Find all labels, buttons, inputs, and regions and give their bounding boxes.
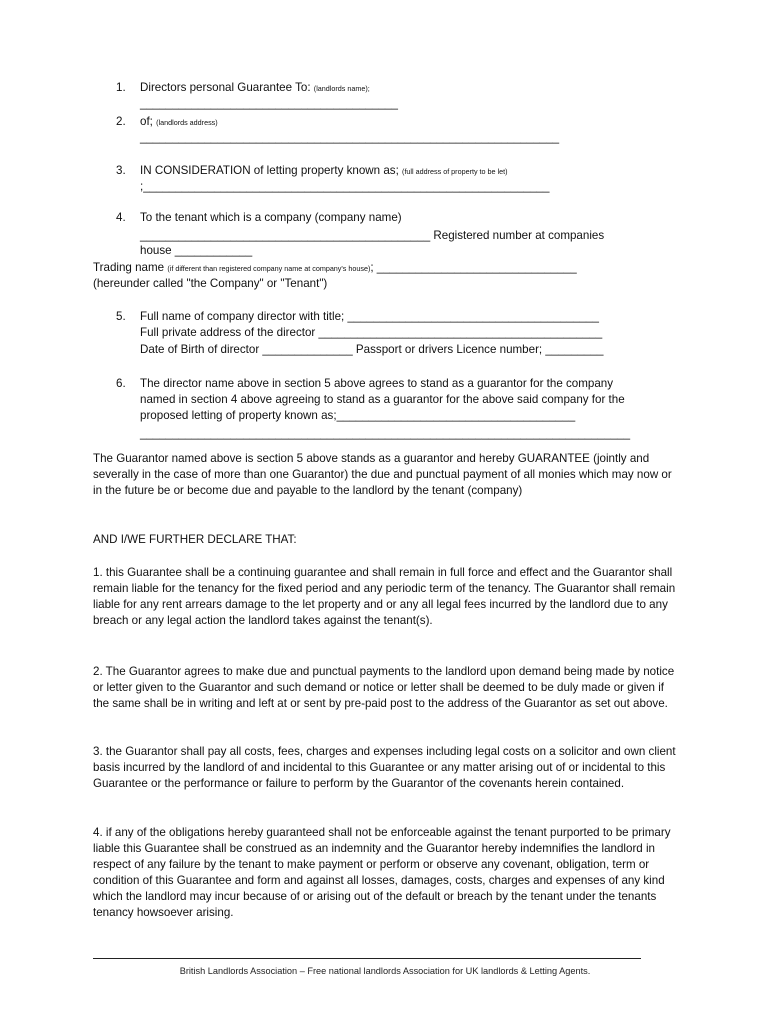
item-2-hint: (landlords address): [156, 118, 218, 127]
guarantee-paragraph-text: The Guarantor named above is section 5 above stands as a guarantor and hereby GUARANTEE (jointly and severally in the case of more than one Guarantor) the due and punctual payment of all monies which may now or in the future be or become due and payable to the landlord by the tenant (company): [93, 452, 672, 497]
clause-3-text: 3. the Guarantor shall pay all costs, fees, charges and expenses including legal costs on a solicitor and own client basis incurred by the landlord of and incidental to this Guarantee or any matter arising out of or incidental to this Guarantee or the performance or failure to perform by the Guarantor of the covenants herein contained.: [93, 745, 676, 790]
item-3-label-text: IN CONSIDERATION of letting property known as;: [140, 164, 399, 177]
item-5-number: 5.: [116, 310, 126, 323]
item-4-blank-line-1: _____________________________________________ Registered number at companies: [140, 229, 605, 242]
item-2-label: [140, 114, 218, 131]
item-4-number: 4.: [116, 211, 126, 224]
item-4-blank-line-2: house ____________: [140, 244, 253, 257]
trading-name-line: [93, 260, 577, 277]
item-3-hint: (full address of property to be let): [402, 167, 508, 176]
item-3-number: 3.: [116, 164, 126, 177]
item-1-blank-line: ________________________________________: [140, 97, 398, 110]
clause-4-text: 4. if any of the obligations hereby guaranteed shall not be enforceable against the tenant purported to be primary liable this Guarantee shall be construed as an indemnity and the Guarantor hereby indemnifies the landlord in respect of any failure by the tenant to make payment or perform or observe any covenant, obligation, term or condition of this Guarantee and form and against all losses, damages, costs, charges and expenses of any kind which the landlord may incur because of or arising out of the default or breach by the tenant under the tenants tenancy howsoever arising.: [93, 826, 671, 919]
clause-1: [93, 565, 683, 629]
clause-1-text: 1. this Guarantee shall be a continuing guarantee and shall remain in full force and effect and the Guarantor shall remain liable for the tenancy for the fixed period and any periodic term of the tenancy. The Guarantor shall remain liable for any rent arrears damage to the let property and or any all legal fees incurred by the landlord due to any breach or any legal action the landlord takes against the tenant(s).: [93, 566, 676, 627]
clause-2-text: 2. The Guarantor agrees to make due and punctual payments to the landlord upon demand being made by notice or letter given to the Guarantor and such demand or notice or letter shall be deemed to be duly made or given if the same shall be in writing and left at or sent by pre-paid post to the address of the Guarantor as set out above.: [93, 665, 675, 710]
item-1-label: [140, 80, 370, 97]
trading-name-hint: (if different than registered company name at company's house): [167, 264, 371, 273]
trading-name-blank: ; _______________________________: [370, 261, 577, 274]
item-2-number: 2.: [116, 115, 126, 128]
trading-name-label: Trading name: [93, 261, 165, 274]
clause-3: [93, 744, 683, 792]
item-5-line-3: Date of Birth of director ______________ Passport or drivers Licence number; _________: [140, 343, 604, 356]
item-5-line-2: Full private address of the director ____________________________________________: [140, 326, 603, 339]
item-1-number: 1.: [116, 81, 126, 94]
item-3-blank-line: ;_______________________________________________________________: [140, 180, 550, 193]
hereunder-note: (hereunder called "the Company" or "Tenant"): [93, 277, 328, 290]
item-2-label-text: of;: [140, 115, 153, 128]
clause-4: [93, 825, 683, 921]
footer-divider: [93, 958, 641, 959]
item-6-line-1: The director name above in section 5 above agrees to stand as a guarantor for the company: [140, 377, 614, 390]
item-6-line-3: proposed letting of property known as;_____________________________________: [140, 409, 576, 422]
guarantee-paragraph: [93, 451, 683, 499]
declare-heading-text: AND I/WE FURTHER DECLARE THAT:: [93, 533, 297, 546]
item-6-number: 6.: [116, 377, 126, 390]
item-6-line-4: ____________________________________________________________________________: [140, 427, 631, 440]
footer-text: British Landlords Association – Free national landlords Association for UK landlords & Letting Agents.: [179, 966, 591, 976]
item-1-hint: (landlords name);: [313, 84, 370, 93]
clause-2: [93, 664, 683, 712]
item-4-label: To the tenant which is a company (company name): [140, 211, 402, 224]
declare-heading: [93, 532, 683, 548]
item-1-label-text: Directors personal Guarantee To:: [140, 81, 311, 94]
item-2-blank-line: _________________________________________________________________: [140, 131, 560, 144]
item-5-line-1: Full name of company director with title; _______________________________________: [140, 310, 599, 323]
item-3-label: [140, 163, 508, 180]
item-6-line-2: named in section 4 above agreeing to stand as a guarantor for the above said company for the: [140, 393, 625, 406]
